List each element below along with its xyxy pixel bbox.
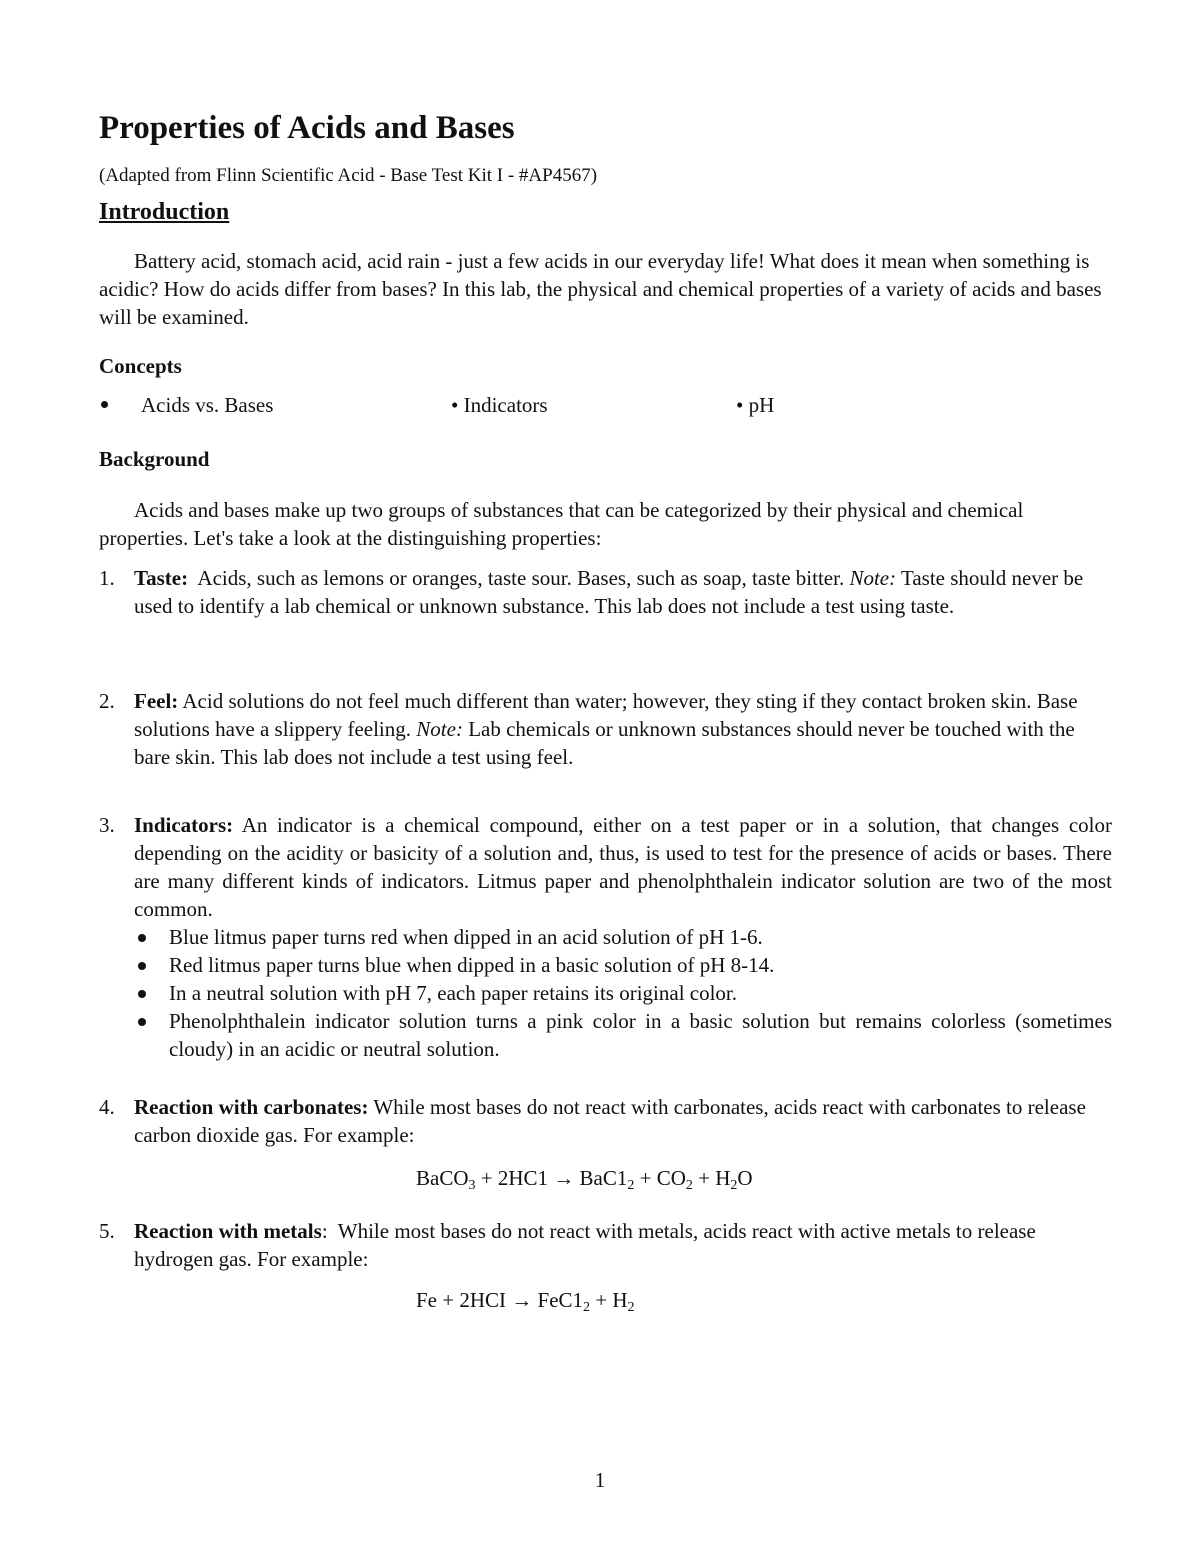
item-text: While most bases do not react with metals, acids react with active metals to release hydrogen gas. For example: <box>134 1219 1036 1271</box>
bullet-text: Phenolphthalein indicator solution turns a pink color in a basic solution but remains colorless (sometimes cloudy) in an acidic or neutral solution. <box>169 1009 1112 1061</box>
bullet-item <box>134 951 1112 979</box>
equation-subscript: 2 <box>627 1300 635 1315</box>
label-suffix: : <box>321 1219 328 1243</box>
document-title: Properties of Acids and Bases <box>99 110 515 146</box>
item-label: Reaction with carbonates: <box>134 1095 369 1119</box>
item-text: An indicator is a chemical compound, either on a test paper or in a solution, that changes color depending on the acidity or basicity of a solution and, thus, is used to test for the presence of acids or bases. There are many different kinds of indicators. Litmus paper and phenolphthalein indicator solution are two of the most common. <box>134 813 1112 921</box>
item-number: 2. <box>99 689 115 713</box>
bullet-icon <box>138 990 146 998</box>
item-body <box>134 1093 1112 1149</box>
bullet-icon <box>138 1018 146 1026</box>
equation-part: + H <box>590 1288 628 1312</box>
list-item <box>99 564 1112 620</box>
introduction-paragraph: Battery acid, stomach acid, acid rain - just a few acids in our everyday life! What does it mean when something is acidic? How do acids differ from bases? In this lab, the physical and chemical properties of a variety of acids and bases will be examined. <box>99 249 1102 329</box>
document-subtitle: (Adapted from Flinn Scientific Acid - Base Test Kit I - #AP4567) <box>99 165 598 186</box>
equation-part: O <box>737 1166 753 1190</box>
indicator-bullet-list <box>134 923 1112 1063</box>
item-label: Indicators: <box>134 813 234 837</box>
note-label: Note: <box>416 717 463 741</box>
item-label: Reaction with metals <box>134 1219 322 1243</box>
item-label: Taste: <box>134 566 189 590</box>
equation-part: + H <box>692 1166 731 1190</box>
list-item <box>99 1217 1112 1273</box>
page-number: 1 <box>594 1468 606 1492</box>
concept-item: • Indicators <box>451 393 548 417</box>
background-paragraph: Acids and bases make up two groups of substances that can be categorized by their physical and chemical properties. Let's take a look at the distinguishing properties: <box>99 498 1024 550</box>
bullet-text: Red litmus paper turns blue when dipped in a basic solution of pH 8-14. <box>169 953 775 977</box>
item-body <box>134 687 1112 771</box>
item-body <box>134 564 1112 620</box>
item-body <box>134 811 1112 1063</box>
note-label: Note: <box>849 566 897 590</box>
bullet-item <box>134 1007 1112 1063</box>
bullet-text: Blue litmus paper turns red when dipped in an acid solution of pH 1-6. <box>169 925 763 949</box>
equation-subscript: 2 <box>685 1178 693 1193</box>
equation-part: + CO <box>634 1166 686 1190</box>
concepts-list <box>99 391 1112 419</box>
item-text: Acid solutions do not feel much different than water; however, they sting if they contact broken skin. Base solutions have a slippery feeling. <box>134 689 1078 741</box>
list-item <box>99 687 1112 771</box>
bullet-item <box>134 923 1112 951</box>
carbonate-equation <box>416 1164 1200 1192</box>
item-number: 5. <box>99 1219 115 1243</box>
concept-item: Acids vs. Bases <box>141 393 274 417</box>
item-number: 1. <box>99 566 115 590</box>
concept-item: • pH <box>736 393 775 417</box>
list-item <box>99 1093 1112 1149</box>
item-body <box>134 1217 1112 1273</box>
item-text: Acids, such as lemons or oranges, taste sour. Bases, such as soap, taste bitter. <box>197 566 845 590</box>
item-text: While most bases do not react with carbonates, acids react with carbonates to release carbon dioxide gas. For example: <box>134 1095 1086 1147</box>
note-text: Lab chemicals or unknown substances should never be touched with the bare skin. This lab does not include a test using feel. <box>134 717 1075 769</box>
bullet-text: In a neutral solution with pH 7, each paper retains its original color. <box>169 981 738 1005</box>
equation-subscript: 2 <box>627 1178 635 1193</box>
equation-part: Fe + 2HCI → FeC1 <box>416 1288 584 1312</box>
equation-part: + 2HC1 → BaC1 <box>475 1166 628 1190</box>
equation-subscript: 2 <box>730 1178 738 1193</box>
item-number: 4. <box>99 1095 115 1119</box>
item-label: Feel: <box>134 689 179 713</box>
list-item <box>99 811 1112 1063</box>
metal-equation <box>416 1286 1200 1314</box>
concepts-heading: Concepts <box>99 354 182 378</box>
bullet-item <box>134 979 1112 1007</box>
bullet-icon <box>138 934 146 942</box>
item-number: 3. <box>99 813 115 837</box>
bullet-icon <box>138 962 146 970</box>
introduction-heading: Introduction <box>99 199 230 225</box>
equation-subscript: 2 <box>583 1300 591 1315</box>
bullet-icon <box>101 401 108 408</box>
equation-part: BaCO <box>416 1166 469 1190</box>
background-heading: Background <box>99 447 210 471</box>
equation-subscript: 3 <box>468 1178 476 1193</box>
note-text: Taste should never be used to identify a lab chemical or unknown substance. This lab does not include a test using taste. <box>134 566 1084 618</box>
